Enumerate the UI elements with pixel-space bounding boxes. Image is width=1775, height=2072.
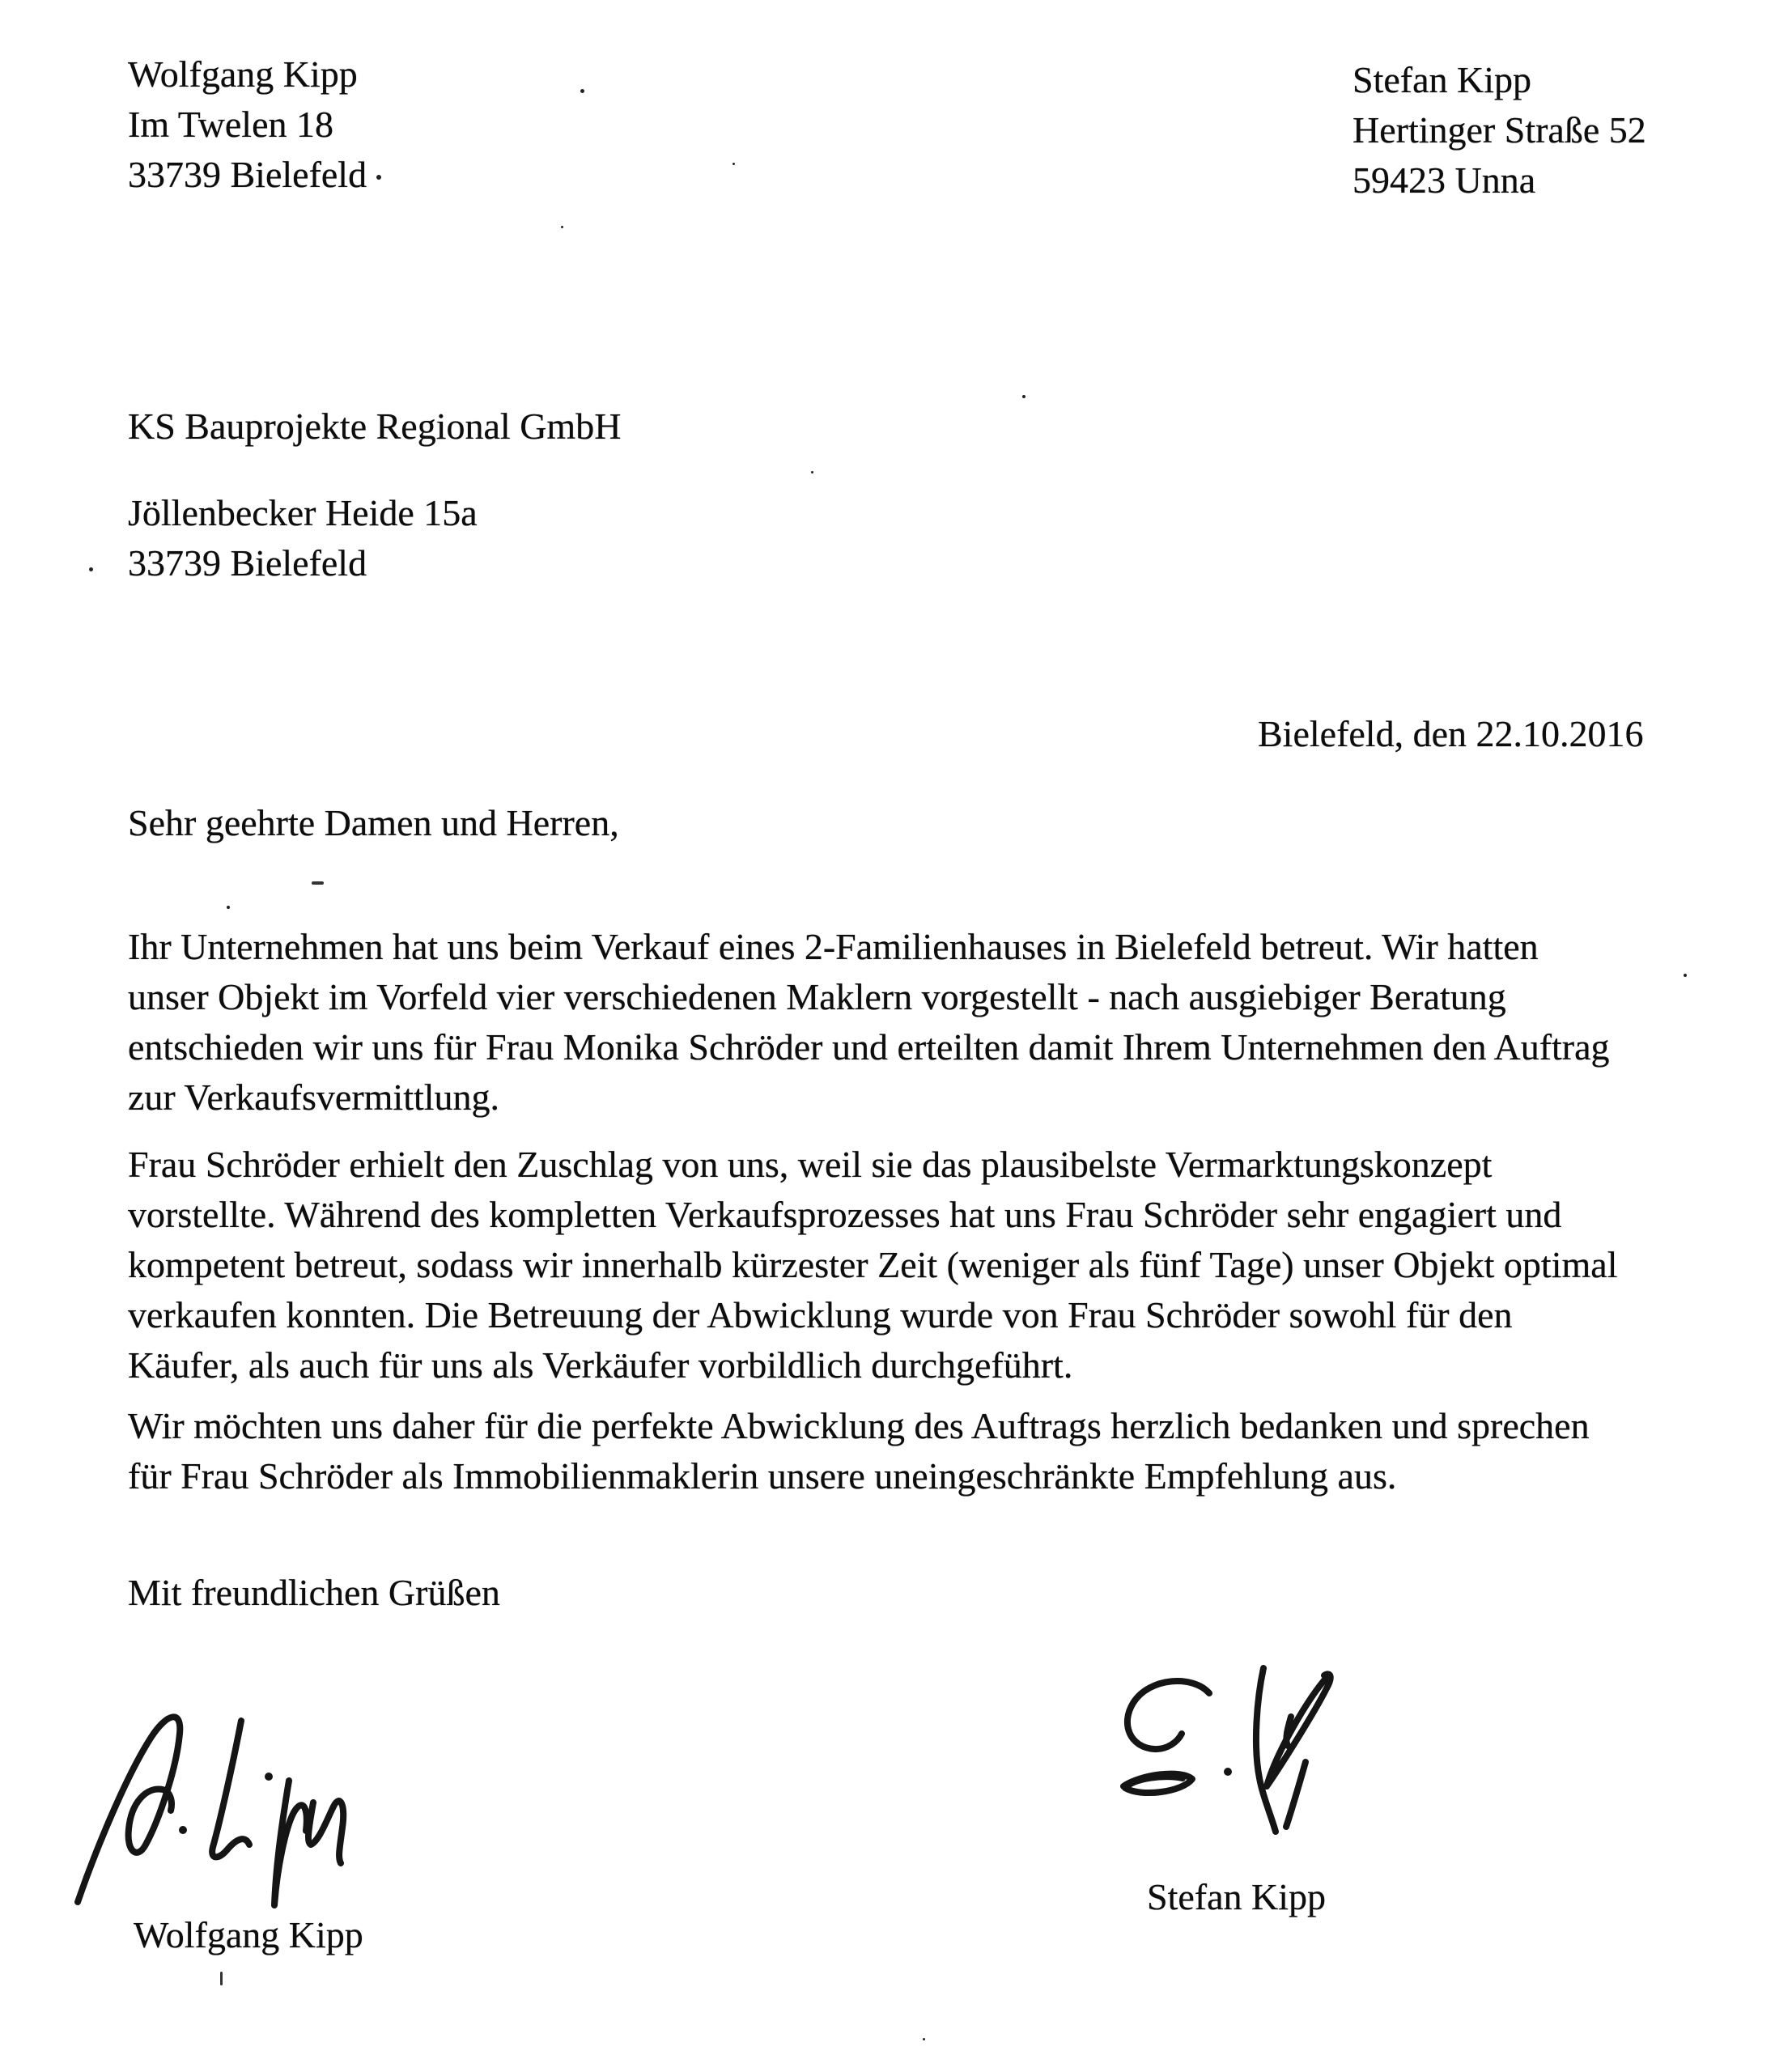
dateline-text: Bielefeld, den 22.10.2016 <box>1258 713 1644 754</box>
paragraph-2-line: kompetent betreut, sodass wir innerhalb kürzester Zeit (weniger als fünf Tage) unser Objekt optimal <box>128 1244 1618 1285</box>
scan-speckle <box>580 89 584 93</box>
closing-text: Mit freundlichen Grüßen <box>128 1572 500 1613</box>
scan-speckle <box>1022 395 1026 398</box>
scan-speckle <box>227 906 230 909</box>
recipient-company-name: KS Bauprojekte Regional GmbH <box>128 405 622 447</box>
scan-speckle <box>561 226 563 228</box>
paragraph-3 <box>128 1401 1590 1501</box>
sender-left-street: Im Twelen 18 <box>128 104 333 145</box>
recipient-company <box>128 401 621 452</box>
scan-speckle <box>811 471 813 473</box>
sender-right-name: Stefan Kipp <box>1352 59 1532 100</box>
handwritten-signature-stefan-kipp-icon <box>1117 1664 1345 1841</box>
paragraph-3-line: für Frau Schröder als Immobilienmaklerin unsere uneingeschränkte Empfehlung aus. <box>128 1455 1397 1497</box>
paragraph-2-line: verkaufen konnten. Die Betreuung der Abwicklung wurde von Frau Schröder sowohl für den <box>128 1294 1513 1335</box>
signature-name-left <box>134 1910 363 1960</box>
scan-speckle <box>312 881 324 885</box>
sender-block-right <box>1352 55 1646 206</box>
scan-speckle <box>220 1972 223 1985</box>
signature-name-left-text: Wolfgang Kipp <box>134 1914 363 1955</box>
salutation <box>128 798 619 848</box>
sender-left-name: Wolfgang Kipp <box>128 53 358 95</box>
salutation-text: Sehr geehrte Damen und Herren, <box>128 802 619 843</box>
paragraph-2-line: Frau Schröder erhielt den Zuschlag von uns, weil sie das plausibelste Vermarktungskonzept <box>128 1144 1493 1185</box>
paragraph-1-line: Ihr Unternehmen hat uns beim Verkauf eines 2-Familienhauses in Bielefeld betreut. Wir hatten <box>128 926 1539 967</box>
paragraph-2 <box>128 1140 1617 1391</box>
paragraph-2-line: Käufer, als auch für uns als Verkäufer vorbildlich durchgeführt. <box>128 1344 1073 1386</box>
scan-speckle <box>1684 974 1687 977</box>
sender-block-left <box>128 49 367 200</box>
scan-speckle <box>923 2038 925 2040</box>
paragraph-3-line: Wir möchten uns daher für die perfekte Abwicklung des Auftrags herzlich bedanken und sprechen <box>128 1405 1590 1446</box>
paragraph-2-line: vorstellte. Während des kompletten Verkaufsprozesses hat uns Frau Schröder sehr engagiert und <box>128 1194 1562 1235</box>
recipient-address <box>128 488 478 588</box>
signature-name-right <box>1147 1872 1326 1922</box>
scan-speckle <box>376 175 381 180</box>
paragraph-1 <box>128 922 1610 1123</box>
sender-right-street: Hertinger Straße 52 <box>1352 109 1646 151</box>
paragraph-1-line: entschieden wir uns für Frau Monika Schröder und erteilten damit Ihrem Unternehmen den Auftrag <box>128 1026 1610 1068</box>
paragraph-1-line: unser Objekt im Vorfeld vier verschiedenen Maklern vorgestellt - nach ausgiebiger Beratung <box>128 976 1506 1017</box>
recipient-city: 33739 Bielefeld <box>128 542 367 584</box>
scan-speckle <box>733 163 735 165</box>
paragraph-1-line: zur Verkaufsvermittlung. <box>128 1076 500 1118</box>
sender-left-city: 33739 Bielefeld <box>128 154 367 195</box>
sender-right-city: 59423 Unna <box>1352 159 1536 201</box>
recipient-street: Jöllenbecker Heide 15a <box>128 492 478 533</box>
signature-name-right-text: Stefan Kipp <box>1147 1876 1327 1917</box>
closing-formula <box>128 1568 500 1618</box>
handwritten-signature-wolfgang-kipp-icon <box>73 1698 371 1915</box>
dateline <box>1258 709 1644 759</box>
scan-speckle <box>89 567 93 571</box>
